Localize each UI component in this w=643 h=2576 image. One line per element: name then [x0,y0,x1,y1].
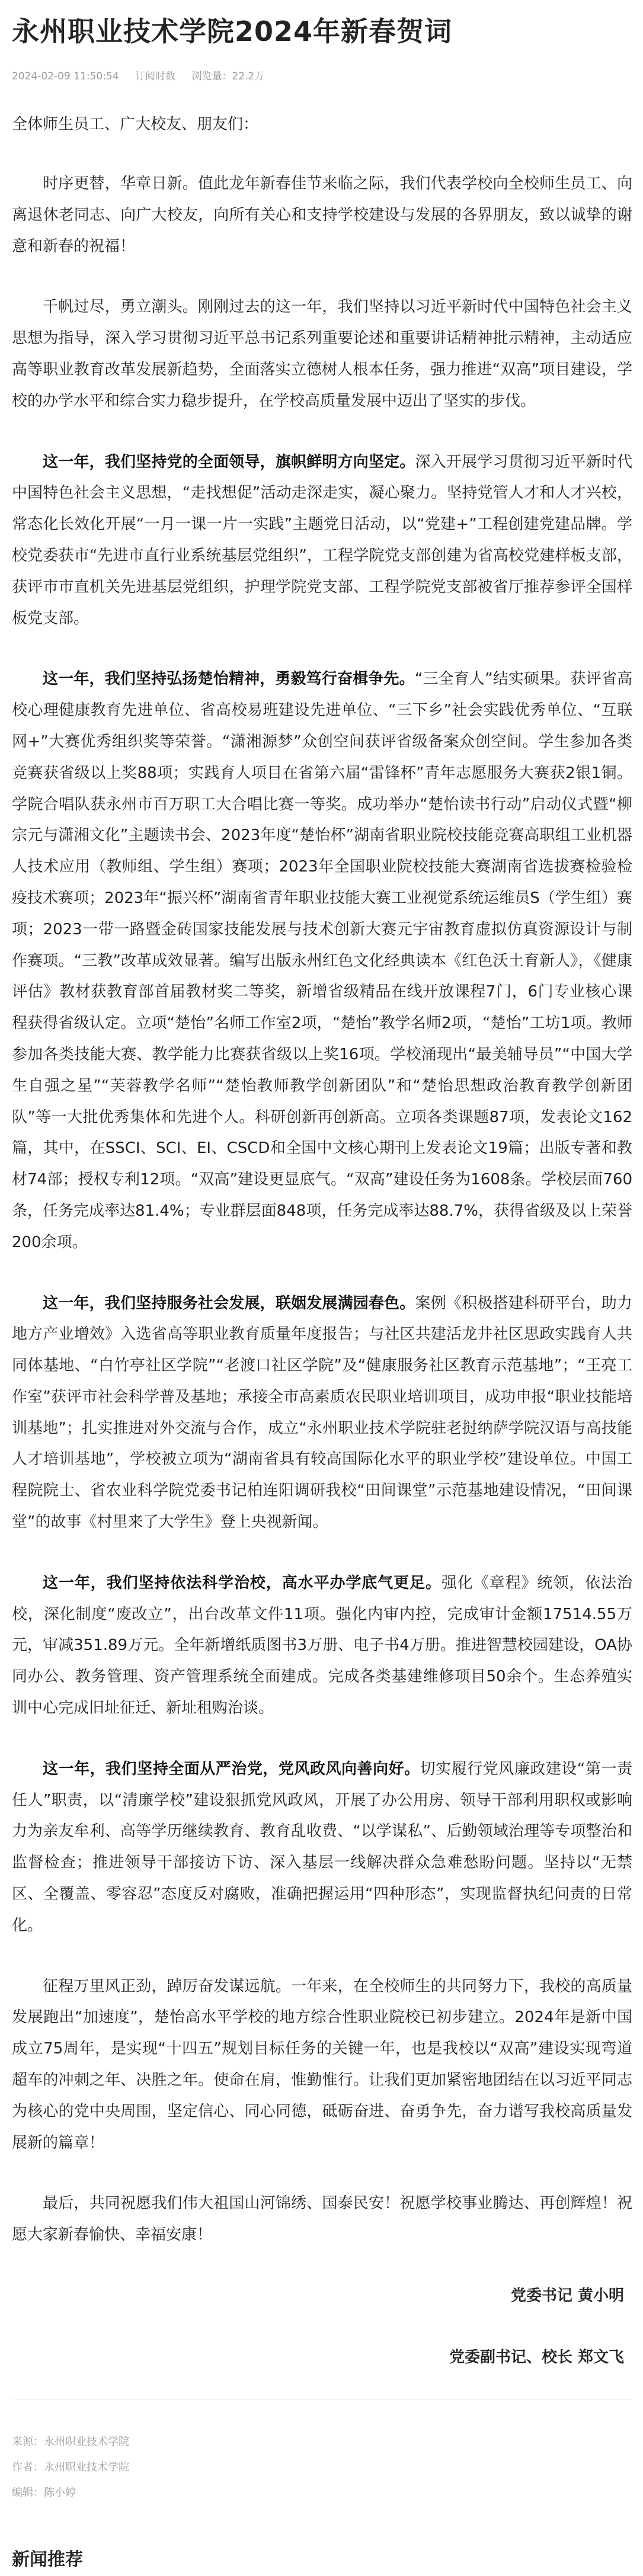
paragraph [12,1971,632,2159]
subscribe-link[interactable]: 订阅时数 [135,71,175,82]
paragraph [12,168,632,262]
paragraph [12,1568,632,1724]
signature-president: 党委副书记、校长 郑文飞 [449,2348,624,2367]
paragraph [12,291,632,416]
author-line: 作者：永州职业技术学院 [12,2461,129,2474]
paragraph-text: 征程万里风正劲，踔厉奋发谋远航。一年来，在全校师生的共同努力下，我校的高质量发展跑出“加速度”，楚怡高水平学校的地方综合性职业院校已初步建立。2024年是新中国成立75周年，是实现“十四五”规划目标任务的关键一年，也是我校以“双高”建设实现弯道超车的冲刺之年、决胜之年。使命在肩，惟勤惟行。让我们更加紧密地团结在以习近平同志为核心的党中央周围，坚定信心、同心同德，砥砺奋进、奋勇争先，奋力谱写我校高质量发展新的篇章！ [12,1977,632,2152]
paragraph [12,1288,632,1538]
article-source-info [0,2399,643,2505]
source-line: 来源：永州职业技术学院 [12,2436,129,2449]
paragraph [12,1754,632,1941]
news-recommend-heading: 新闻推荐 [12,2549,83,2571]
article-body [0,85,643,2373]
paragraph-text: 案例《积极搭建科研平台，助力地方产业增效》入选省高等职业教育质量年度报告；与社区共建活龙井社区思政实践育人共同体基地、“白竹亭社区学院”“老渡口社区学院”及“健康服务社区教育示范基地”；“王亮工作室”获评市社会科学普及基地；承接全市高素质农民职业培训项目，成功申报“职业技能培训基地”；扎实推进对外交流与合作，成立“永州职业技术学院驻老挝纳萨学院汉语与高技能人才培训基地”，学校被立项为“湖南省具有较高国际化水平的职业学校”建设单位。中国工程院院士、省农业科学院党委书记柏连阳调研我校“田间课堂”示范基地建设情况，“田间课堂”的故事《村里来了大学生》登上央视新闻。 [12,1294,632,1531]
paragraph-text: 深入开展学习贯彻习近平新时代中国特色社会主义思想，“走找想促”活动走深走实，凝心聚力。坚持党管人才和人才兴校，常态化长效化开展“一月一课一片一实践”主题党日活动，以“党建+”工程创建党建品牌。学校党委获市“先进市直行业系统基层党组织”，工程学院党支部创建为省高校党建样板支部，获评市市直机关先进基层党组织，护理学院党支部、工程学院党支部被省厅推荐参评全国样板党支部。 [12,453,632,627]
paragraph-lead: 这一年，我们坚持全面从严治党，党风政风向善向好。 [43,1760,420,1778]
paragraph-lead: 这一年，我们坚持服务社会发展，联姻发展满园春色。 [43,1294,415,1312]
paragraph-text: 切实履行党风廉政建设“第一责任人”职责，以“清廉学校”建设狠抓党风政风，开展了办公用房、领导干部利用职权或影响力为亲友牟利、高等学历继续教育、教育乱收费、“以学谋私”、后勤领域治理等专项整治和监督检查；推进领导干部接访下访、深入基层一线解决群众急难愁盼问题。坚持以“无禁区、全覆盖、零容忍”态度反对腐败，准确把握运用“四种形态”，实现监督执纪问责的日常化。 [12,1760,632,1934]
signature-party-secretary: 党委书记 黄小明 [510,2287,624,2305]
paragraph-lead: 这一年，我们坚持党的全面领导，旗帜鲜明方向坚定。 [43,453,415,471]
paragraph-text: “三全育人”结实硕果。获评省高校心理健康教育先进单位、省高校易班建设先进单位、“三下乡”社会实践优秀单位、“互联网+”大赛优秀组织奖等荣誉。“潇湘源梦”众创空间获评省级备案众创空间。学生参加各类竞赛获省级以上奖88项；实践育人项目在省第六届“雷锋杯”青年志愿服务大赛获2银1铜。学院合唱队获永州市百万职工大合唱比赛一等奖。成功举办“楚怡读书行动”启动仪式暨“柳宗元与潇湘文化”主题读书会、2023年度“楚怡杯”湖南省职业院校技能竞赛高职组工业机器人技术应用（教师组、学生组）赛项；2023年全国职业院校技能大赛湖南省选拔赛检验检疫技术赛项；2023年“振兴杯”湖南省青年职业技能大赛工业视觉系统运维员S（学生组）赛项；2023一带一路暨金砖国家技能发展与技术创新大赛元宇宙教育虚拟仿真资源设计与制作赛项。“三教”改革成效显著。编写出版永州红色文化经典读本《红色沃土育新人》，《健康评估》教材获教育部首届教材奖二等奖，新增省级精品在线开放课程7门，6门专业核心课程获得省级认定。立项“楚怡”名师工作室2项，“楚怡”教学名师2项，“楚怡”工坊1项。教师参加各类技能大赛、教学能力比赛获省级以上奖16项。学校涌现出“最美辅导员”“中国大学生自强之星”“芙蓉教学名师”“楚怡教师教学创新团队”和“楚怡思想政治教育教学创新团队”等一大批优秀集体和先进个人。科研创新再创新高。立项各类课题87项，发表论文162篇，其中，在SSCI、SCI、EI、CSCD和全国中文核心期刊上发表论文19篇；出版专著和教材74部；授权专利12项。“双高”建设更显底气。“双高”建设任务为1608条。学校层面760条，任务完成率达81.4%；专业群层面848项，任务完成率达88.7%，获得省级及以上荣誉200余项。 [12,670,632,1251]
view-count: 浏览量：22.2万 [191,71,265,82]
paragraph-lead: 这一年，我们坚持依法科学治校，高水平办学底气更足。 [43,1574,442,1592]
salutation: 全体师生员工、广大校友、朋友们： [12,116,259,133]
paragraph-lead: 这一年，我们坚持弘扬楚怡精神，勇毅笃行奋楫争先。 [43,670,415,688]
paragraph-text: 强化《章程》统领，依法治校，深化制度“废改立”，出台改革文件11项。强化内审内控，完成审计金额17514.55万元，审减351.89万元。全年新增纸质图书3万册、电子书4万册。推进智慧校园建设，OA协同办公、教务管理、资产管理系统全面建成。完成各类基建维修项目50余个。生态养殖实训中心完成旧址征迁、新址租购治谈。 [12,1574,632,1718]
article-title: 永州职业技术学院2024年新春贺词 [12,15,453,47]
article-header [0,0,643,85]
paragraph [12,447,632,635]
paragraph [12,664,632,1258]
article-meta [12,68,643,85]
paragraph-text: 最后，共同祝愿我们伟大祖国山河锦绣、国泰民安！祝愿学校事业腾达、再创辉煌！祝愿大家新春愉快、幸福安康！ [12,2194,632,2244]
publish-date: 2024-02-09 11:50:54 [12,71,119,82]
paragraph [12,2188,632,2251]
paragraph-text: 时序更替，华章日新。值此龙年新春佳节来临之际，我们代表学校向全校师生员工、向离退休老同志、向广大校友，向所有关心和支持学校建设与发展的各界朋友，致以诚挚的谢意和新春的祝福！ [12,175,632,255]
editor-line: 编辑：陈小婷 [12,2487,76,2500]
paragraph-text: 千帆过尽，勇立潮头。刚刚过去的这一年，我们坚持以习近平新时代中国特色社会主义思想为指导，深入学习贯彻习近平总书记系列重要论述和重要讲话精神批示精神，主动适应高等职业教育改革发展新趋势，全面落实立德树人根本任务，强力推进“双高”项目建设，学校的办学水平和综合实力稳步提升，在学校高质量发展中迈出了坚实的步伐。 [12,298,632,410]
